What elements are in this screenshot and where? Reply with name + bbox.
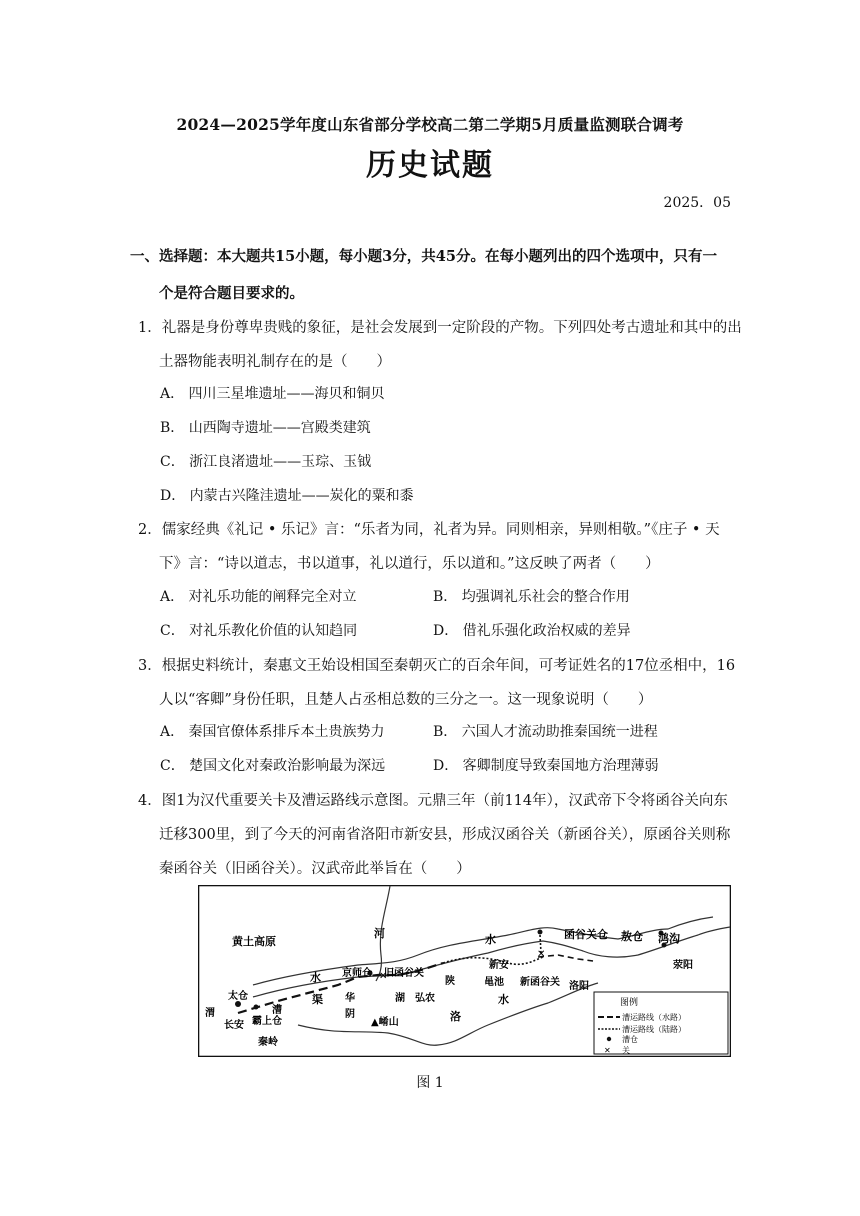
svg-text:长安: 长安 xyxy=(224,1020,244,1031)
svg-text:鸿沟: 鸿沟 xyxy=(658,932,680,945)
map-label-loess: 黄土高原 xyxy=(232,935,276,948)
svg-text:敖仓: 敖仓 xyxy=(621,930,643,943)
svg-text:渭: 渭 xyxy=(205,1008,215,1019)
svg-text:漕运路线（陆路）: 漕运路线（陆路） xyxy=(622,1025,686,1034)
svg-text:陕: 陕 xyxy=(445,976,455,987)
q1-option-d: D． 内蒙古兴隆洼遗址——炭化的粟和黍 xyxy=(160,488,414,504)
q4-stem-line2: 迁移300里，到了今天的河南省洛阳市新安县，形成汉函谷关（新函谷关），原函谷关则称 xyxy=(159,827,731,843)
q2-stem-line2: 下》言：“诗以道志，书以道事，礼以道行，乐以道和。”这反映了两者（ ） xyxy=(159,556,660,572)
q3-stem-line2: 人以“客卿”身份任职，且楚人占丞相总数的三分之一。这一现象说明（ ） xyxy=(159,692,653,708)
q4-stem-line3: 秦函谷关（旧函谷关）。汉武帝此举旨在（ ） xyxy=(159,861,471,877)
q1-stem-line1: 1．礼器是身份尊卑贵贱的象征，是社会发展到一定阶段的产物。下列四处考古遗址和其中的出 xyxy=(138,320,742,336)
svg-text:洛: 洛 xyxy=(450,1010,461,1023)
q3-option-b: B． 六国人才流动助推秦国统一进程 xyxy=(433,724,658,740)
svg-text:黾池: 黾池 xyxy=(484,977,504,988)
svg-text:✕: ✕ xyxy=(379,971,388,982)
svg-text:荥阳: 荥阳 xyxy=(673,960,693,971)
q1-option-b: B． 山西陶寺遗址——宫殿类建筑 xyxy=(160,420,371,436)
q2-option-a: A． 对礼乐功能的阐释完全对立 xyxy=(160,589,357,605)
svg-text:湖: 湖 xyxy=(395,993,405,1004)
svg-text:图例: 图例 xyxy=(620,998,639,1008)
q2-option-b: B． 均强调礼乐社会的整合作用 xyxy=(433,589,630,605)
svg-text:霸上仓: 霸上仓 xyxy=(252,1016,282,1027)
svg-text:渠: 渠 xyxy=(312,993,323,1006)
svg-text:太仓: 太仓 xyxy=(228,991,248,1002)
svg-text:漕运路线（水路）: 漕运路线（水路） xyxy=(622,1013,686,1022)
svg-text:旧函谷关: 旧函谷关 xyxy=(384,968,424,979)
svg-text:弘农: 弘农 xyxy=(415,993,435,1004)
svg-text:✕: ✕ xyxy=(537,949,546,960)
svg-text:✕: ✕ xyxy=(604,1046,611,1055)
svg-text:洛阳: 洛阳 xyxy=(569,981,589,992)
svg-text:新函谷关: 新函谷关 xyxy=(520,977,560,988)
exam-date: 2025．05 xyxy=(663,195,731,211)
q1-option-c: C． 浙江良渚遗址——玉琮、玉钺 xyxy=(160,454,372,470)
svg-text:函谷关仓: 函谷关仓 xyxy=(564,928,608,941)
svg-text:水: 水 xyxy=(485,933,496,946)
svg-text:水: 水 xyxy=(310,971,321,984)
section-heading-line2: 个是符合题目要求的。 xyxy=(159,285,304,302)
figure-caption: 图 1 xyxy=(416,1075,444,1091)
svg-text:河: 河 xyxy=(374,927,385,940)
svg-text:秦岭: 秦岭 xyxy=(258,1037,278,1048)
q4-stem-line1: 4．图1为汉代重要关卡及漕运路线示意图。元鼎三年（前114年），汉武帝下令将函谷关向东 xyxy=(138,793,728,809)
svg-text:漕: 漕 xyxy=(272,1005,282,1016)
q2-option-d: D． 借礼乐强化政治权威的差异 xyxy=(433,623,631,639)
han-pass-canal-map xyxy=(198,885,731,1057)
q1-option-a: A． 四川三星堆遗址——海贝和铜贝 xyxy=(160,386,385,402)
section-heading-line1: 一、选择题：本大题共15小题，每小题3分，共45分。在每小题列出的四个选项中，只有一 xyxy=(130,248,717,265)
q2-stem-line1: 2．儒家经典《礼记 • 乐记》言：“乐者为同，礼者为异。同则相亲，异则相敬。”《庄子 • 天 xyxy=(138,522,720,538)
svg-text:华: 华 xyxy=(345,993,355,1004)
exam-title: 2024—2025学年度山东省部分学校高二第二学期5月质量监测联合调考 xyxy=(176,115,684,134)
q2-option-c: C． 对礼乐教化价值的认知趋同 xyxy=(160,623,358,639)
q3-option-a: A． 秦国官僚体系排斥本土贵族势力 xyxy=(160,724,385,740)
svg-text:漕仓: 漕仓 xyxy=(622,1035,638,1044)
svg-text:水: 水 xyxy=(498,993,509,1006)
q3-stem-line1: 3．根据史料统计，秦惠文王始设相国至秦朝灭亡的百余年间，可考证姓名的17位丞相中，16 xyxy=(138,658,736,674)
svg-text:▲崤山: ▲崤山 xyxy=(371,1017,399,1028)
subject-title: 历史试题 xyxy=(366,148,494,183)
svg-text:新安: 新安 xyxy=(489,960,509,971)
q1-stem-line2: 土器物能表明礼制存在的是（ ） xyxy=(159,354,391,370)
q3-option-d: D． 客卿制度导致秦国地方治理薄弱 xyxy=(433,758,659,774)
svg-text:关: 关 xyxy=(622,1046,630,1055)
svg-text:阴: 阴 xyxy=(345,1009,355,1020)
svg-text:京师仓: 京师仓 xyxy=(342,968,372,979)
q3-option-c: C． 楚国文化对秦政治影响最为深远 xyxy=(160,758,386,774)
